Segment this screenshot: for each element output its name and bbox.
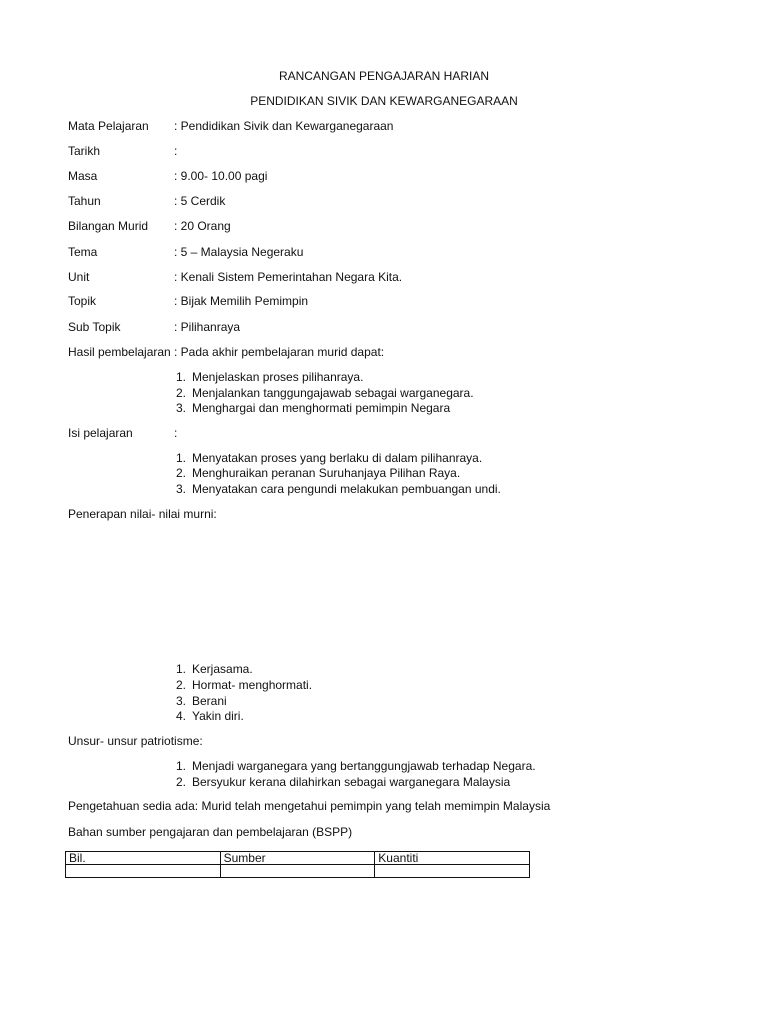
- list-item: Menyatakan proses yang berlaku di dalam pilihanraya.: [192, 451, 483, 465]
- list-item: Bersyukur kerana dilahirkan sebagai warganegara Malaysia: [192, 775, 511, 789]
- hasil-label: Hasil pembelajaran: [68, 345, 171, 359]
- list-item: Menjelaskan proses pilihanraya.: [192, 370, 364, 384]
- field-label-sub-topik: Sub Topik: [68, 320, 121, 334]
- nilai-number: 4.: [175, 709, 186, 723]
- isi-value: :: [174, 426, 178, 440]
- patriotisme-number: 1.: [175, 759, 186, 773]
- list-item: Kerjasama.: [192, 662, 253, 676]
- column-header-bil: Bil.: [66, 852, 221, 865]
- patriotisme-label: Unsur- unsur patriotisme:: [68, 734, 203, 748]
- field-label-tema: Tema: [68, 245, 98, 259]
- field-value-sub-topik: : Pilihanraya: [174, 320, 241, 334]
- field-value-unit: : Kenali Sistem Pemerintahan Negara Kita.: [174, 270, 403, 284]
- list-item: Menghargai dan menghormati pemimpin Negara: [192, 401, 451, 415]
- patriotisme-number: 2.: [175, 775, 186, 789]
- list-item: Yakin diri.: [192, 709, 244, 723]
- hasil-number: 1.: [175, 370, 186, 384]
- document-subtitle: PENDIDIKAN SIVIK DAN KEWARGANEGARAAN: [250, 94, 518, 108]
- field-label-bilangan-murid: Bilangan Murid: [68, 219, 149, 233]
- field-value-tahun: : 5 Cerdik: [174, 194, 226, 208]
- table-header-row: [66, 852, 530, 865]
- field-value-masa: : 9.00- 10.00 pagi: [174, 169, 268, 183]
- list-item: Menjalankan tanggungajawab sebagai warganegara.: [192, 386, 474, 400]
- hasil-value: : Pada akhir pembelajaran murid dapat:: [174, 345, 385, 359]
- bspp-table: [65, 851, 530, 878]
- table-cell: [375, 865, 530, 878]
- table-row: [66, 865, 530, 878]
- field-label-topik: Topik: [68, 294, 97, 308]
- table-cell: [220, 865, 375, 878]
- field-value-topik: : Bijak Memilih Pemimpin: [174, 294, 309, 308]
- isi-number: 3.: [175, 482, 186, 496]
- field-label-tahun: Tahun: [68, 194, 101, 208]
- column-header-sumber: Sumber: [220, 852, 375, 865]
- table-cell: [66, 865, 221, 878]
- field-value-tema: : 5 – Malaysia Negeraku: [174, 245, 304, 259]
- hasil-number: 3.: [175, 401, 186, 415]
- field-value-bilangan-murid: : 20 Orang: [174, 219, 231, 233]
- column-header-kuantiti: Kuantiti: [375, 852, 530, 865]
- nilai-number: 3.: [175, 694, 186, 708]
- list-item: Menjadi warganegara yang bertanggungjawab terhadap Negara.: [192, 759, 536, 773]
- list-item: Menyatakan cara pengundi melakukan pembuangan undi.: [192, 482, 501, 496]
- nilai-label: Penerapan nilai- nilai murni:: [68, 507, 217, 521]
- field-label-unit: Unit: [68, 270, 90, 284]
- pengetahuan-text: Pengetahuan sedia ada: Murid telah mengetahui pemimpin yang telah memimpin Malaysia: [68, 799, 551, 813]
- nilai-number: 1.: [175, 662, 186, 676]
- isi-number: 2.: [175, 466, 186, 480]
- list-item: Berani: [192, 694, 227, 708]
- field-value-mata-pelajaran: : Pendidikan Sivik dan Kewarganegaraan: [174, 119, 394, 133]
- nilai-number: 2.: [175, 678, 186, 692]
- field-label-masa: Masa: [68, 169, 98, 183]
- bspp-label: Bahan sumber pengajaran dan pembelajaran (BSPP): [68, 825, 353, 839]
- hasil-number: 2.: [175, 386, 186, 400]
- field-label-tarikh: Tarikh: [68, 144, 101, 158]
- isi-label: Isi pelajaran: [68, 426, 133, 440]
- field-value-tarikh: :: [174, 144, 178, 158]
- list-item: Hormat- menghormati.: [192, 678, 313, 692]
- field-label-mata-pelajaran: Mata Pelajaran: [68, 119, 149, 133]
- document-title: RANCANGAN PENGAJARAN HARIAN: [278, 69, 490, 83]
- isi-number: 1.: [175, 451, 186, 465]
- list-item: Menghuraikan peranan Suruhanjaya Pilihan Raya.: [192, 466, 461, 480]
